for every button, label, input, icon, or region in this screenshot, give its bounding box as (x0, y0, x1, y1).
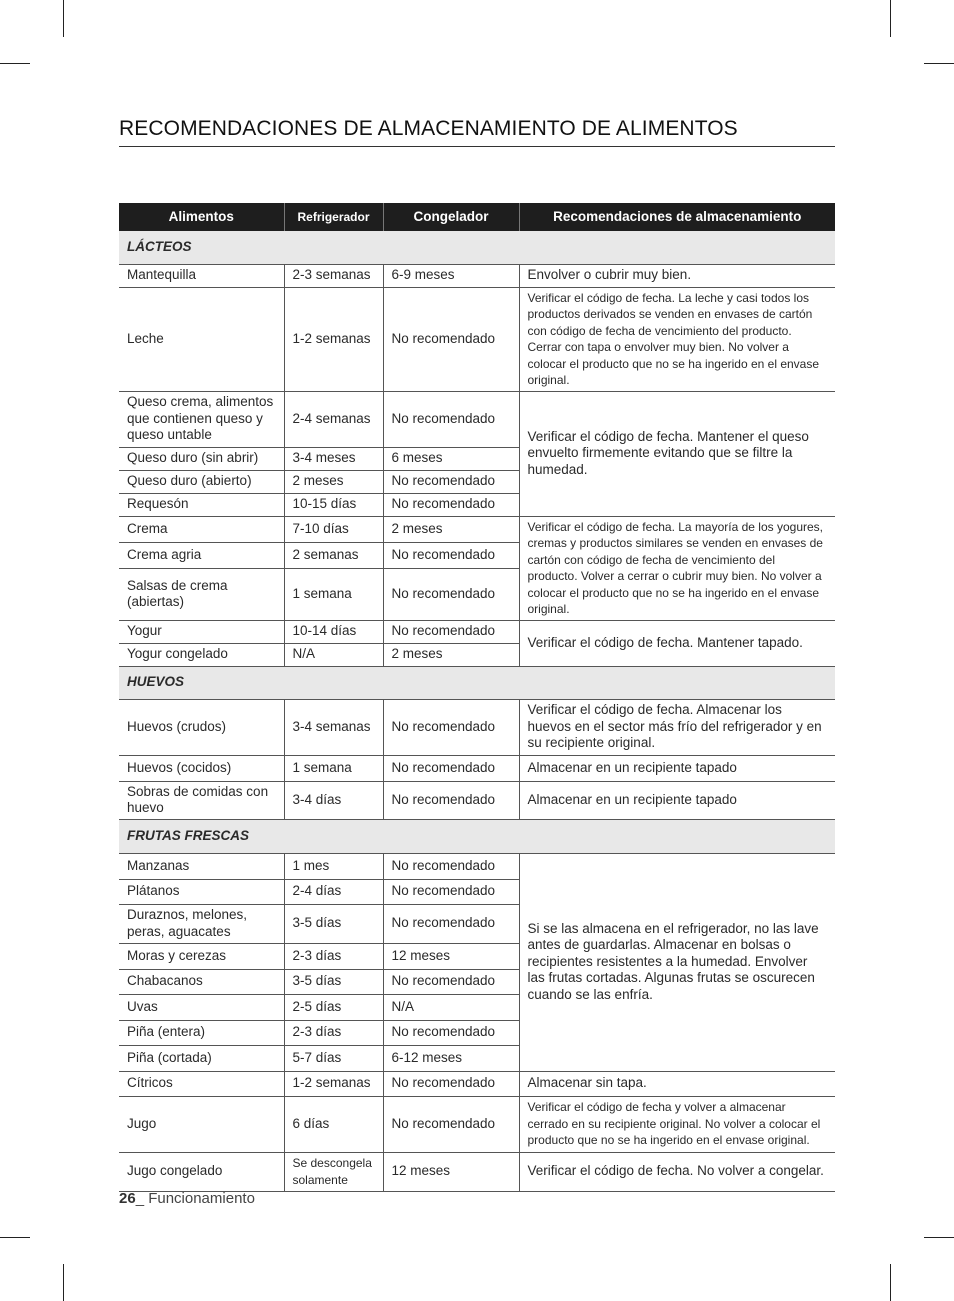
food-cell: Queso crema, alimentos que contienen queso y queso untable (119, 391, 284, 447)
food-cell: Mantequilla (119, 264, 284, 287)
freezer-cell: No recomendado (383, 781, 519, 819)
fridge-cell: 1-2 semanas (284, 287, 383, 391)
food-cell: Leche (119, 287, 284, 391)
freezer-cell: No recomendado (383, 969, 519, 994)
recommendation-cell: Verificar el código de fecha. Almacenar los huevos en el sector más frío del refrigerador y en su recipiente original. (519, 699, 835, 755)
food-cell: Cítricos (119, 1071, 284, 1096)
section-row-eggs (119, 666, 835, 699)
freezer-cell: No recomendado (383, 904, 519, 943)
table-row (119, 1152, 835, 1191)
fridge-cell: 3-4 semanas (284, 699, 383, 755)
fridge-cell: 2-4 semanas (284, 391, 383, 447)
freezer-cell: No recomendado (383, 1071, 519, 1096)
freezer-cell: No recomendado (383, 569, 519, 620)
header-recommendations: Recomendaciones de almacenamiento (519, 203, 835, 231)
freezer-cell: 12 meses (383, 1152, 519, 1191)
fridge-cell: 7-10 días (284, 516, 383, 542)
freezer-cell: 2 meses (383, 516, 519, 542)
page-footer (119, 1190, 255, 1207)
section-title: FRUTAS FRESCAS (119, 819, 835, 853)
fridge-cell: 2-4 días (284, 879, 383, 904)
crop-mark (890, 1264, 891, 1301)
storage-table (119, 203, 835, 1192)
header-fridge: Refrigerador (284, 203, 383, 231)
freezer-cell: No recomendado (383, 1020, 519, 1045)
table-row (119, 287, 835, 391)
food-cell: Yogur congelado (119, 643, 284, 666)
recommendation-cell: Almacenar sin tapa. (519, 1071, 835, 1096)
recommendation-cell: Verificar el código de fecha. Mantener el queso envuelto firmemente evitando que se filtre la humedad. (519, 391, 835, 516)
food-cell: Queso duro (sin abrir) (119, 447, 284, 470)
food-cell: Plátanos (119, 879, 284, 904)
freezer-cell: No recomendado (383, 879, 519, 904)
freezer-cell: No recomendado (383, 391, 519, 447)
recommendation-cell: Verificar el código de fecha. Mantener tapado. (519, 620, 835, 666)
food-cell: Queso duro (abierto) (119, 470, 284, 493)
page-title: RECOMENDACIONES DE ALMACENAMIENTO DE ALIMENTOS (119, 117, 835, 147)
crop-mark (0, 1237, 30, 1238)
table-row (119, 781, 835, 819)
freezer-cell: No recomendado (383, 853, 519, 879)
freezer-cell: 6-12 meses (383, 1045, 519, 1071)
fridge-cell: 3-5 días (284, 969, 383, 994)
food-cell: Requesón (119, 493, 284, 516)
food-cell: Moras y cerezas (119, 943, 284, 969)
crop-mark (890, 0, 891, 37)
food-cell: Salsas de crema (abiertas) (119, 569, 284, 620)
freezer-cell: 6 meses (383, 447, 519, 470)
crop-mark (924, 63, 954, 64)
table-row (119, 264, 835, 287)
food-cell: Piña (entera) (119, 1020, 284, 1045)
food-cell: Sobras de comidas con huevo (119, 781, 284, 819)
freezer-cell: No recomendado (383, 542, 519, 568)
food-cell: Piña (cortada) (119, 1045, 284, 1071)
recommendation-cell: Verificar el código de fecha. La leche y casi todos los productos derivados se venden en envases de cartón con código de fecha de vencimiento del producto. Cerrar con tapa o envolver muy bien. No volver a colocar el producto que no se ha ingerido en el envase original. (519, 287, 835, 391)
food-cell: Manzanas (119, 853, 284, 879)
section-title: LÁCTEOS (119, 231, 835, 264)
freezer-cell: No recomendado (383, 755, 519, 781)
fridge-cell: 2-3 días (284, 943, 383, 969)
fridge-cell: 1 semana (284, 569, 383, 620)
freezer-cell: No recomendado (383, 287, 519, 391)
fridge-cell: 10-15 días (284, 493, 383, 516)
freezer-cell: No recomendado (383, 620, 519, 643)
table-header-row (119, 203, 835, 231)
table-row (119, 755, 835, 781)
fridge-cell: 6 días (284, 1096, 383, 1152)
food-cell: Jugo congelado (119, 1152, 284, 1191)
crop-mark (0, 63, 30, 64)
recommendation-cell: Verificar el código de fecha. La mayoría de los yogures, cremas y productos similares se venden en envases de cartón con código de fecha de vencimiento del producto. Volver a cerrar o cubrir muy bien. No volver a colocar el producto que no se ha ingerido en el envase original. (519, 516, 835, 620)
recommendation-cell: Envolver o cubrir muy bien. (519, 264, 835, 287)
food-cell: Huevos (crudos) (119, 699, 284, 755)
fridge-cell: 1-2 semanas (284, 1071, 383, 1096)
fridge-cell: 2 semanas (284, 542, 383, 568)
crop-mark (924, 1237, 954, 1238)
fridge-cell: 3-4 meses (284, 447, 383, 470)
freezer-cell: N/A (383, 994, 519, 1020)
food-cell: Crema (119, 516, 284, 542)
recommendation-cell: Verificar el código de fecha. No volver a congelar. (519, 1152, 835, 1191)
food-cell: Huevos (cocidos) (119, 755, 284, 781)
food-cell: Uvas (119, 994, 284, 1020)
header-freezer: Congelador (383, 203, 519, 231)
freezer-cell: No recomendado (383, 1096, 519, 1152)
section-row-dairy (119, 231, 835, 264)
fridge-cell: 10-14 días (284, 620, 383, 643)
fridge-cell: 2-3 días (284, 1020, 383, 1045)
food-cell: Duraznos, melones, peras, aguacates (119, 904, 284, 943)
freezer-cell: No recomendado (383, 699, 519, 755)
freezer-cell: No recomendado (383, 470, 519, 493)
fridge-cell: N/A (284, 643, 383, 666)
table-row (119, 1071, 835, 1096)
section-title: HUEVOS (119, 666, 835, 699)
fridge-cell: 3-5 días (284, 904, 383, 943)
recommendation-cell: Verificar el código de fecha y volver a almacenar cerrado en su recipiente original. No volver a colocar el producto que no se ha ingerido en el envase original. (519, 1096, 835, 1152)
food-cell: Yogur (119, 620, 284, 643)
header-food: Alimentos (119, 203, 284, 231)
table-row (119, 620, 835, 643)
freezer-cell: 6-9 meses (383, 264, 519, 287)
crop-mark (63, 1264, 64, 1301)
footer-section: _ Funcionamiento (135, 1190, 255, 1207)
recommendation-cell: Almacenar en un recipiente tapado (519, 755, 835, 781)
table-row (119, 516, 835, 542)
crop-mark (63, 0, 64, 37)
fridge-cell: 2-3 semanas (284, 264, 383, 287)
table-row (119, 853, 835, 879)
freezer-cell: No recomendado (383, 493, 519, 516)
food-cell: Crema agria (119, 542, 284, 568)
recommendation-cell: Almacenar en un recipiente tapado (519, 781, 835, 819)
table-row (119, 1096, 835, 1152)
page-number: 26 (119, 1190, 136, 1207)
table-row (119, 699, 835, 755)
fridge-cell: 2-5 días (284, 994, 383, 1020)
fridge-cell: 5-7 días (284, 1045, 383, 1071)
fridge-cell: 1 semana (284, 755, 383, 781)
section-row-fruits (119, 819, 835, 853)
table-row (119, 391, 835, 447)
fridge-cell: 1 mes (284, 853, 383, 879)
recommendation-cell: Si se las almacena en el refrigerador, no las lave antes de guardarlas. Almacenar en bolsas o recipientes resistentes a la humedad. Envolver las frutas cortadas. Algunas frutas se oscurecen cuando se las enfría. (519, 853, 835, 1071)
fridge-cell: Se descongela solamente (284, 1152, 383, 1191)
food-cell: Chabacanos (119, 969, 284, 994)
fridge-cell: 3-4 días (284, 781, 383, 819)
fridge-cell: 2 meses (284, 470, 383, 493)
freezer-cell: 12 meses (383, 943, 519, 969)
food-cell: Jugo (119, 1096, 284, 1152)
freezer-cell: 2 meses (383, 643, 519, 666)
